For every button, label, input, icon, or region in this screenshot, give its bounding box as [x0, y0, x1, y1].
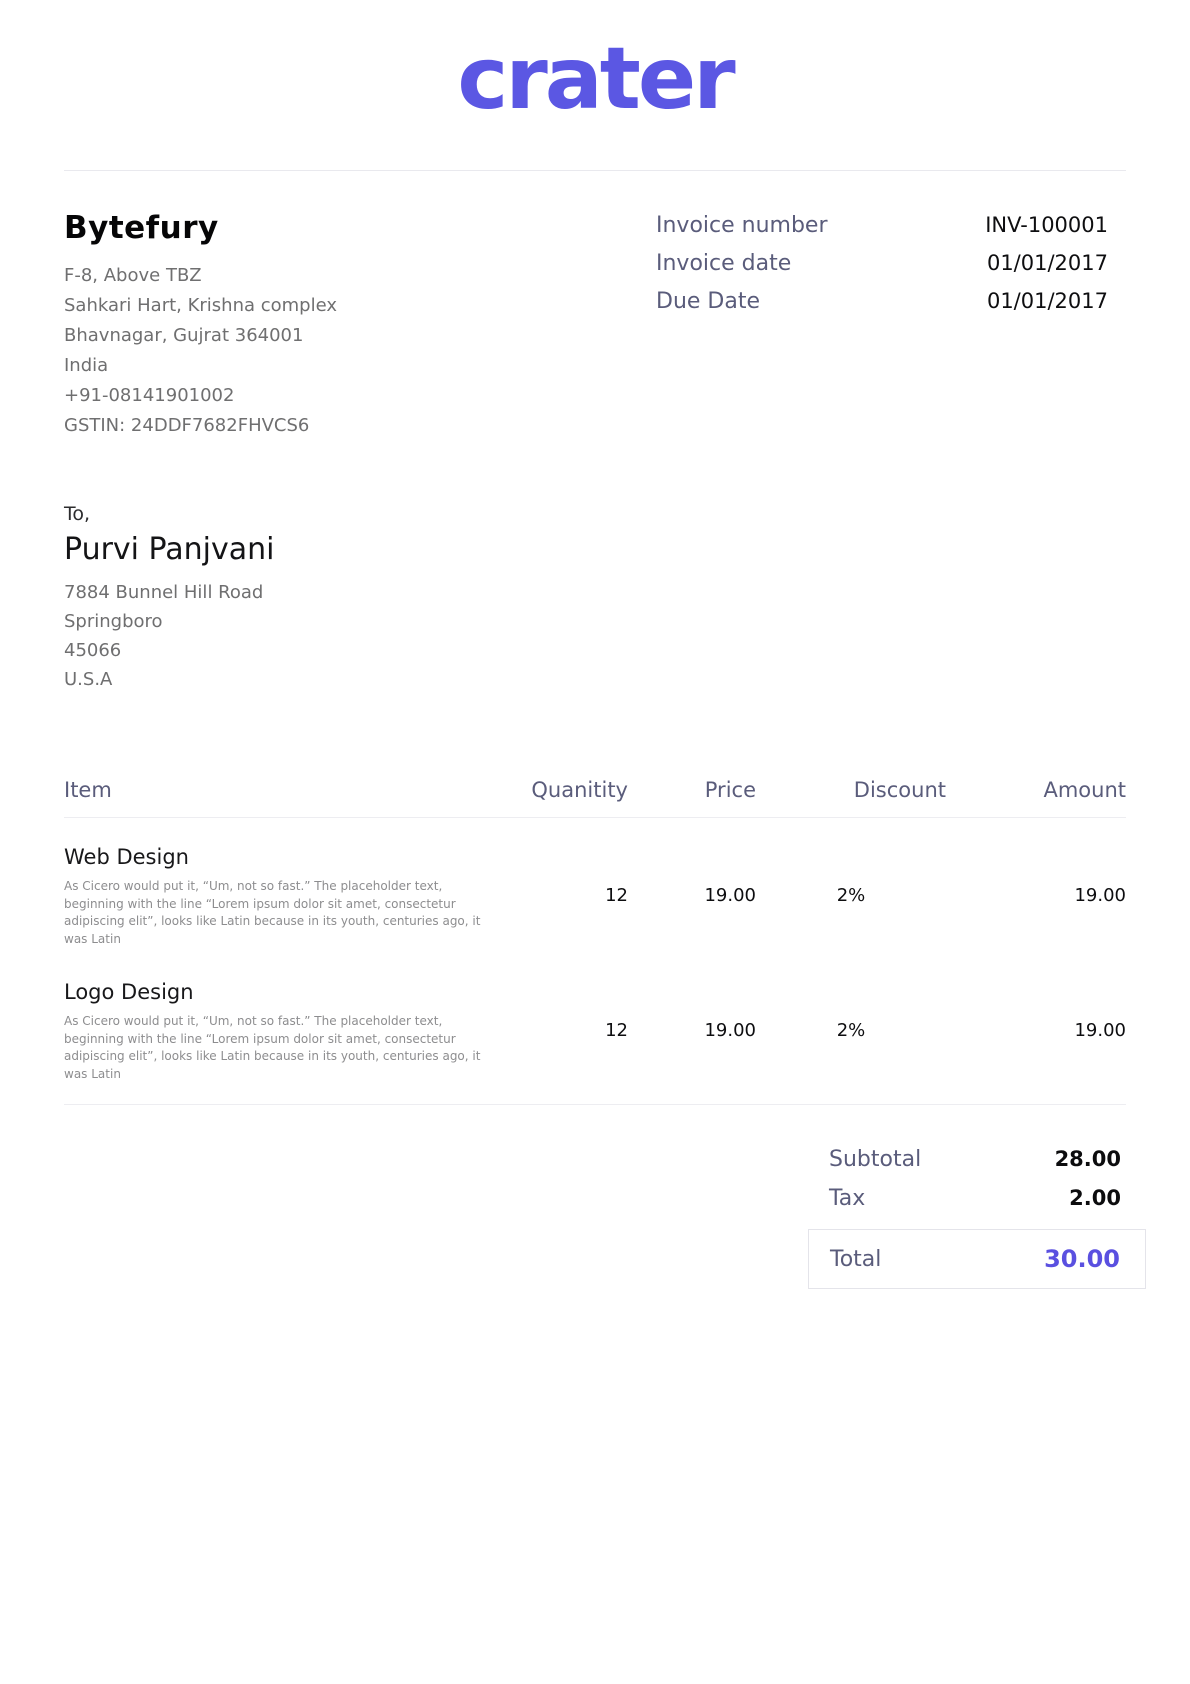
invoice-number-value: INV-100001: [985, 213, 1108, 237]
tax-label: Tax: [829, 1186, 866, 1211]
customer-block: [64, 503, 1126, 694]
column-header-price: Price: [704, 778, 756, 802]
item-price: 19.00: [704, 1020, 756, 1041]
company-phone: +91-08141901002: [64, 385, 235, 406]
item-cell: [64, 978, 510, 1083]
total-value: 30.00: [1044, 1245, 1120, 1273]
subtotal-label: Subtotal: [829, 1147, 922, 1172]
company-address-line: Bhavnagar, Gujrat 364001: [64, 325, 304, 346]
company-address-line: Sahkari Hart, Krishna complex: [64, 295, 338, 316]
totals-block: [808, 1147, 1146, 1289]
company-address: [64, 261, 337, 441]
company-name: Bytefury: [64, 210, 219, 246]
item-name: Web Design: [64, 845, 189, 869]
customer-address-line: U.S.A: [64, 669, 113, 690]
crater-logo: crater: [457, 29, 733, 129]
item-description: As Cicero would put it, “Um, not so fast.” The placeholder text, beginning with the line “Lorem ipsum dolor sit amet, consectetur adipiscing elit”, looks like Latin because in its youth, centuries ago, it was Latin: [64, 1014, 481, 1081]
item-description: As Cicero would put it, “Um, not so fast.” The placeholder text, beginning with the line “Lorem ipsum dolor sit amet, consectetur adipiscing elit”, looks like Latin because in its youth, centuries ago, it was Latin: [64, 879, 481, 946]
item-amount: 19.00: [1074, 885, 1126, 906]
item-name: Logo Design: [64, 980, 194, 1004]
table-row: [64, 818, 1126, 953]
invoice-number-row: [656, 213, 1108, 238]
company-address-line: India: [64, 355, 109, 376]
total-row: [808, 1229, 1146, 1289]
total-label: Total: [830, 1246, 882, 1272]
items-table-header: [64, 778, 1126, 818]
invoice-number-label: Invoice number: [656, 213, 828, 238]
company-address-line: F-8, Above TBZ: [64, 265, 202, 286]
item-price: 19.00: [704, 885, 756, 906]
customer-address-line: Springboro: [64, 611, 163, 632]
header-divider: [64, 170, 1126, 171]
column-header-quantity: Quanitity: [531, 778, 628, 802]
company-gstin: GSTIN: 24DDF7682FHVCS6: [64, 415, 310, 436]
item-quantity: 12: [605, 1020, 628, 1041]
to-label: To,: [64, 503, 91, 525]
invoice-meta-block: [656, 208, 1108, 441]
due-date-row: [656, 289, 1108, 314]
item-quantity: 12: [605, 885, 628, 906]
due-date-label: Due Date: [656, 289, 760, 314]
header: [64, 0, 1126, 129]
invoice-date-row: [656, 251, 1108, 276]
due-date-value: 01/01/2017: [986, 289, 1108, 313]
items-table: [64, 778, 1126, 1105]
customer-address-line: 7884 Bunnel Hill Road: [64, 582, 264, 603]
invoice-date-label: Invoice date: [656, 251, 792, 276]
subtotal-row: [808, 1147, 1146, 1172]
customer-name: Purvi Panjvani: [64, 532, 275, 567]
company-block: [64, 208, 337, 441]
invoice-header-section: [64, 208, 1126, 441]
items-table-footer-divider: [64, 1104, 1126, 1105]
tax-value: 2.00: [1069, 1186, 1121, 1210]
item-discount: 2%: [836, 1020, 866, 1041]
column-header-discount: Discount: [853, 778, 946, 802]
tax-row: [808, 1186, 1146, 1211]
table-row: [64, 953, 1126, 1088]
item-cell: [64, 843, 510, 948]
invoice-date-value: 01/01/2017: [986, 251, 1108, 275]
subtotal-value: 28.00: [1054, 1147, 1121, 1171]
column-header-amount: Amount: [1043, 778, 1126, 802]
customer-address: [64, 578, 1126, 694]
item-discount: 2%: [836, 885, 866, 906]
item-amount: 19.00: [1074, 1020, 1126, 1041]
column-header-item: Item: [64, 778, 112, 802]
customer-address-line: 45066: [64, 640, 122, 661]
